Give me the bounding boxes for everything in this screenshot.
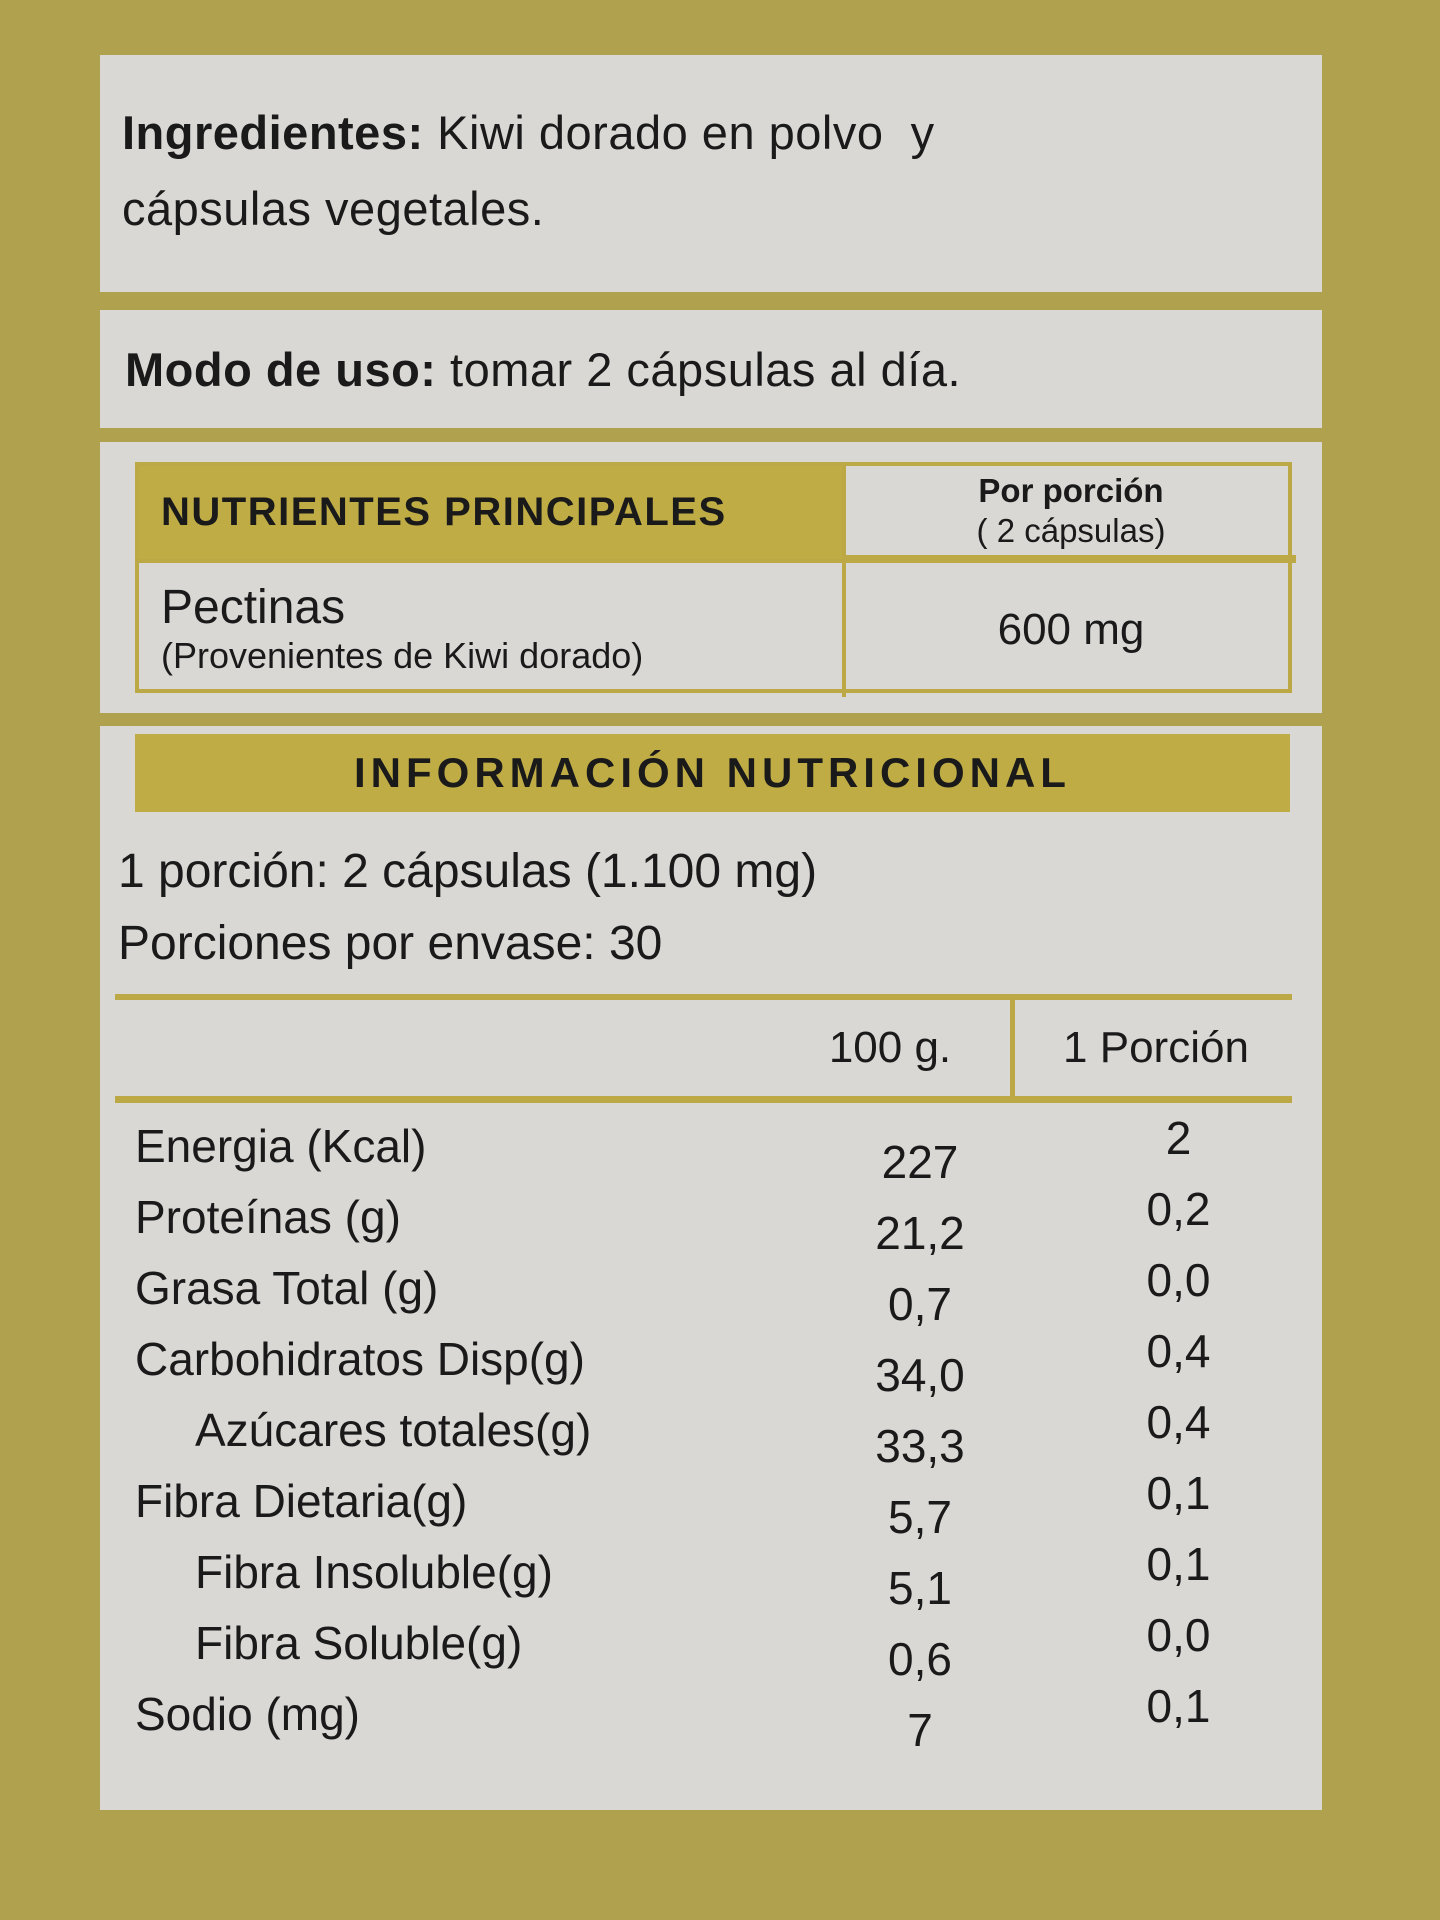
nutrient-name: Pectinas: [161, 581, 346, 634]
ingredients-panel: [100, 55, 1322, 292]
row-value-100g: 0,7: [888, 1277, 952, 1330]
nutrient-amount-cell: [842, 559, 1296, 697]
row-label: Energia (Kcal): [135, 1119, 427, 1172]
nutrient-name-cell: [139, 559, 842, 697]
table-row: [100, 1536, 1322, 1614]
table-row: [100, 1110, 1322, 1188]
row-value-portion: 0,0: [1146, 1608, 1211, 1661]
row-label: Proteínas (g): [135, 1190, 401, 1243]
per-serving-header-line1: Por porción: [978, 471, 1164, 509]
table-row: [100, 1678, 1322, 1756]
row-value-portion: 0,2: [1146, 1182, 1211, 1235]
facts-rows: [100, 1110, 1322, 1756]
row-value-portion: 0,4: [1146, 1324, 1211, 1377]
usage-heading: Modo de uso:: [125, 342, 437, 396]
servings-per-container-line: Porciones por envase: 30: [118, 917, 663, 970]
column-header-portion: 1 Porción: [1063, 1023, 1249, 1072]
row-label: Grasa Total (g): [135, 1261, 439, 1314]
table-row: [100, 1323, 1322, 1401]
row-label: Azúcares totales(g): [195, 1403, 592, 1456]
row-value-100g: 227: [881, 1135, 959, 1188]
usage-text: tomar 2 cápsulas al día.: [436, 342, 962, 396]
row-label: Sodio (mg): [135, 1687, 360, 1740]
column-divider: [1010, 1000, 1015, 1096]
ingredients-text: Kiwi dorado en polvo y: [423, 106, 935, 159]
row-label: Carbohidratos Disp(g): [135, 1332, 585, 1385]
row-value-100g: 7: [907, 1703, 933, 1756]
row-value-100g: 21,2: [875, 1206, 965, 1259]
row-value-portion: 0,1: [1146, 1537, 1211, 1590]
facts-columns-header: [115, 1000, 1292, 1096]
row-value-100g: 33,3: [875, 1419, 965, 1472]
row-value-100g: 5,1: [888, 1561, 952, 1614]
main-nutrients-header: NUTRIENTES PRINCIPALES: [139, 466, 842, 559]
table-row: [100, 1181, 1322, 1259]
row-label: Fibra Insoluble(g): [195, 1545, 553, 1598]
nutrient-source: (Provenientes de Kiwi dorado): [161, 635, 644, 676]
per-serving-header-line2: ( 2 cápsulas): [976, 511, 1166, 549]
row-value-100g: 0,6: [888, 1632, 952, 1685]
usage-panel: [100, 310, 1322, 428]
table-row: [100, 1252, 1322, 1330]
table-row: [100, 1394, 1322, 1472]
row-value-portion: 0,0: [1146, 1253, 1211, 1306]
main-nutrients-table: [135, 462, 1292, 693]
row-label: Fibra Dietaria(g): [135, 1474, 468, 1527]
table-row: [100, 1607, 1322, 1685]
row-value-100g: 5,7: [888, 1490, 952, 1543]
nutrition-facts-title-banner: INFORMACIÓN NUTRICIONAL: [135, 734, 1290, 812]
row-value-portion: 2: [1165, 1111, 1192, 1164]
ingredients-line-2: cápsulas vegetales.: [122, 182, 545, 235]
table-row: [100, 1465, 1322, 1543]
per-serving-header: [842, 466, 1296, 559]
row-value-100g: 34,0: [875, 1348, 965, 1401]
row-value-portion: 0,4: [1146, 1395, 1211, 1448]
row-value-portion: 0,1: [1146, 1466, 1211, 1519]
column-header-100g: 100 g.: [828, 1023, 952, 1072]
usage-line: [125, 342, 961, 397]
row-label: Fibra Soluble(g): [195, 1616, 523, 1669]
ingredients-line-1: [122, 95, 1302, 171]
nutrition-facts-panel: [100, 726, 1322, 1810]
main-nutrients-panel: [100, 442, 1322, 713]
ingredients-heading: Ingredientes:: [122, 106, 424, 159]
row-value-portion: 0,1: [1146, 1679, 1211, 1732]
serving-size-line: 1 porción: 2 cápsulas (1.100 mg): [118, 845, 818, 898]
nutrient-amount: 600 mg: [997, 605, 1145, 654]
divider-bottom: [115, 1096, 1292, 1103]
